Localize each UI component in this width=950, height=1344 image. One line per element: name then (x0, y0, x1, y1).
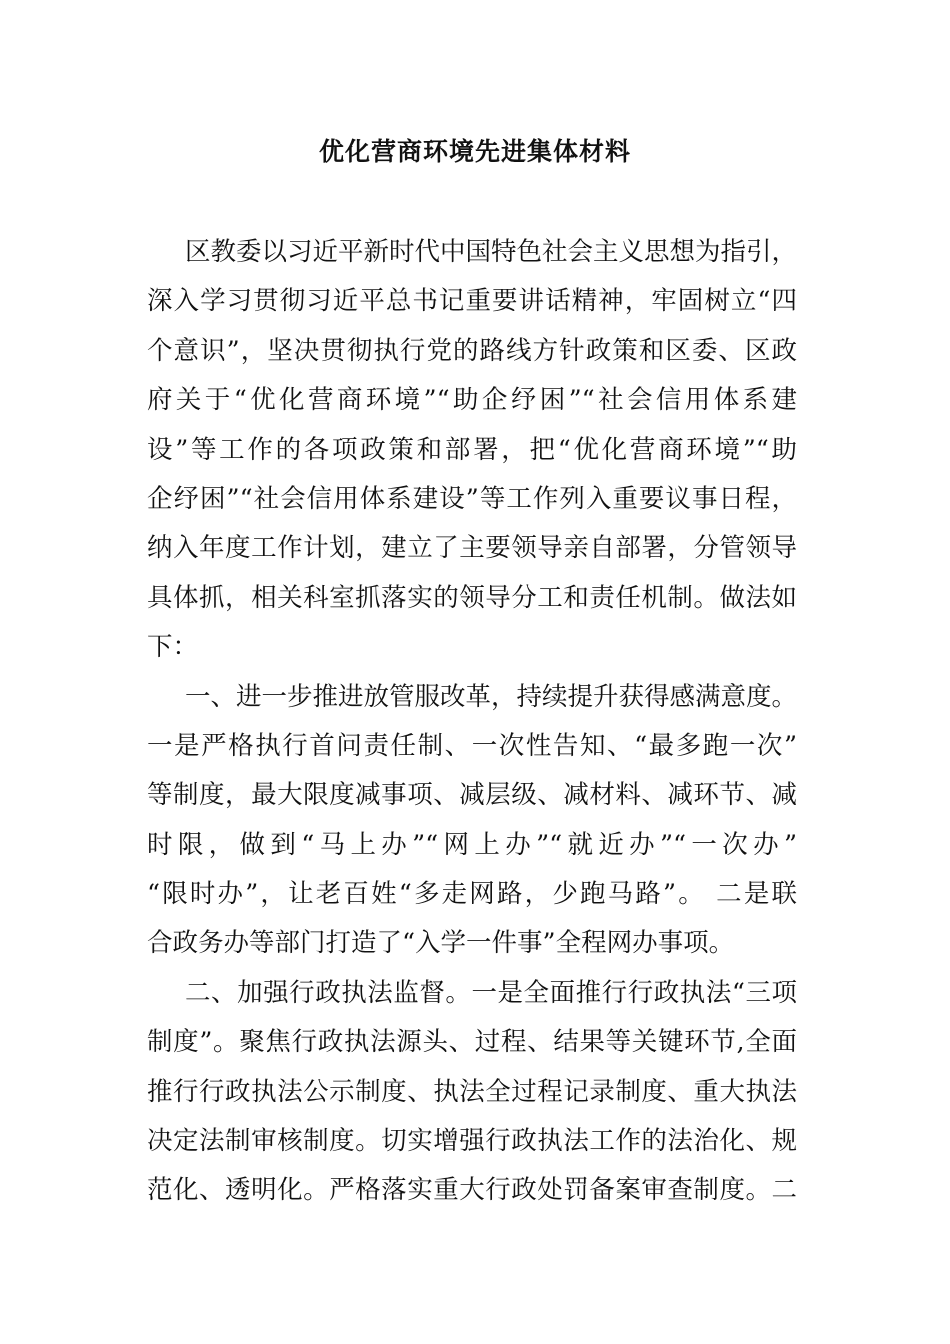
text-line: 合政务办等部门打造了“入学一件事”全程网办事项。 (147, 928, 735, 959)
text-line: 等制度，最大限度减事项、减层级、减材料、减环节、减 (147, 780, 797, 811)
text-line: 时限，做到“马上办”“网上办”“就近办”“一次办” (147, 829, 797, 860)
text-line: 推行行政执法公示制度、执法全过程记录制度、重大执法 (147, 1076, 797, 1107)
text-line: 企纾困”“社会信用体系建设”等工作列入重要议事日程， (147, 483, 797, 514)
text-line: 一是严格执行首问责任制、一次性告知、“最多跑一次” (147, 730, 797, 761)
text-line: 个意识”，坚决贯彻执行党的路线方针政策和区委、区政 (147, 335, 797, 366)
text-line: “限时办”，让老百姓“多走网路，少跑马路”。 二是联 (147, 879, 797, 910)
text-line: 区教委以习近平新时代中国特色社会主义思想为指引， (185, 237, 798, 267)
section-heading-line: 一、进一步推进放管服改革，持续提升获得感满意度。 (185, 681, 798, 712)
text-line: 制度”。聚焦行政执法源头、过程、结果等关键环节,全面 (147, 1027, 797, 1058)
text-line: 范化、透明化。严格落实重大行政处罚备案审查制度。二 (147, 1175, 797, 1206)
text-line: 设”等工作的各项政策和部署，把“优化营商环境”“助 (147, 434, 797, 465)
document-title: 优化营商环境先进集体材料 (318, 137, 631, 166)
text-line: 决定法制审核制度。切实增强行政执法工作的法治化、规 (147, 1126, 797, 1157)
document-body (147, 228, 797, 1216)
text-line: 下： (147, 632, 199, 663)
section-heading-line: 二、加强行政执法监督。一是全面推行行政执法“三项 (185, 977, 797, 1008)
text-line: 深入学习贯彻习近平总书记重要讲话精神，牢固树立“四 (147, 286, 797, 317)
text-line: 府关于“优化营商环境”“助企纾困”“社会信用体系建 (147, 385, 797, 416)
text-line: 纳入年度工作计划，建立了主要领导亲自部署，分管领导 (147, 533, 797, 564)
text-line: 具体抓，相关科室抓落实的领导分工和责任机制。做法如 (147, 582, 797, 613)
